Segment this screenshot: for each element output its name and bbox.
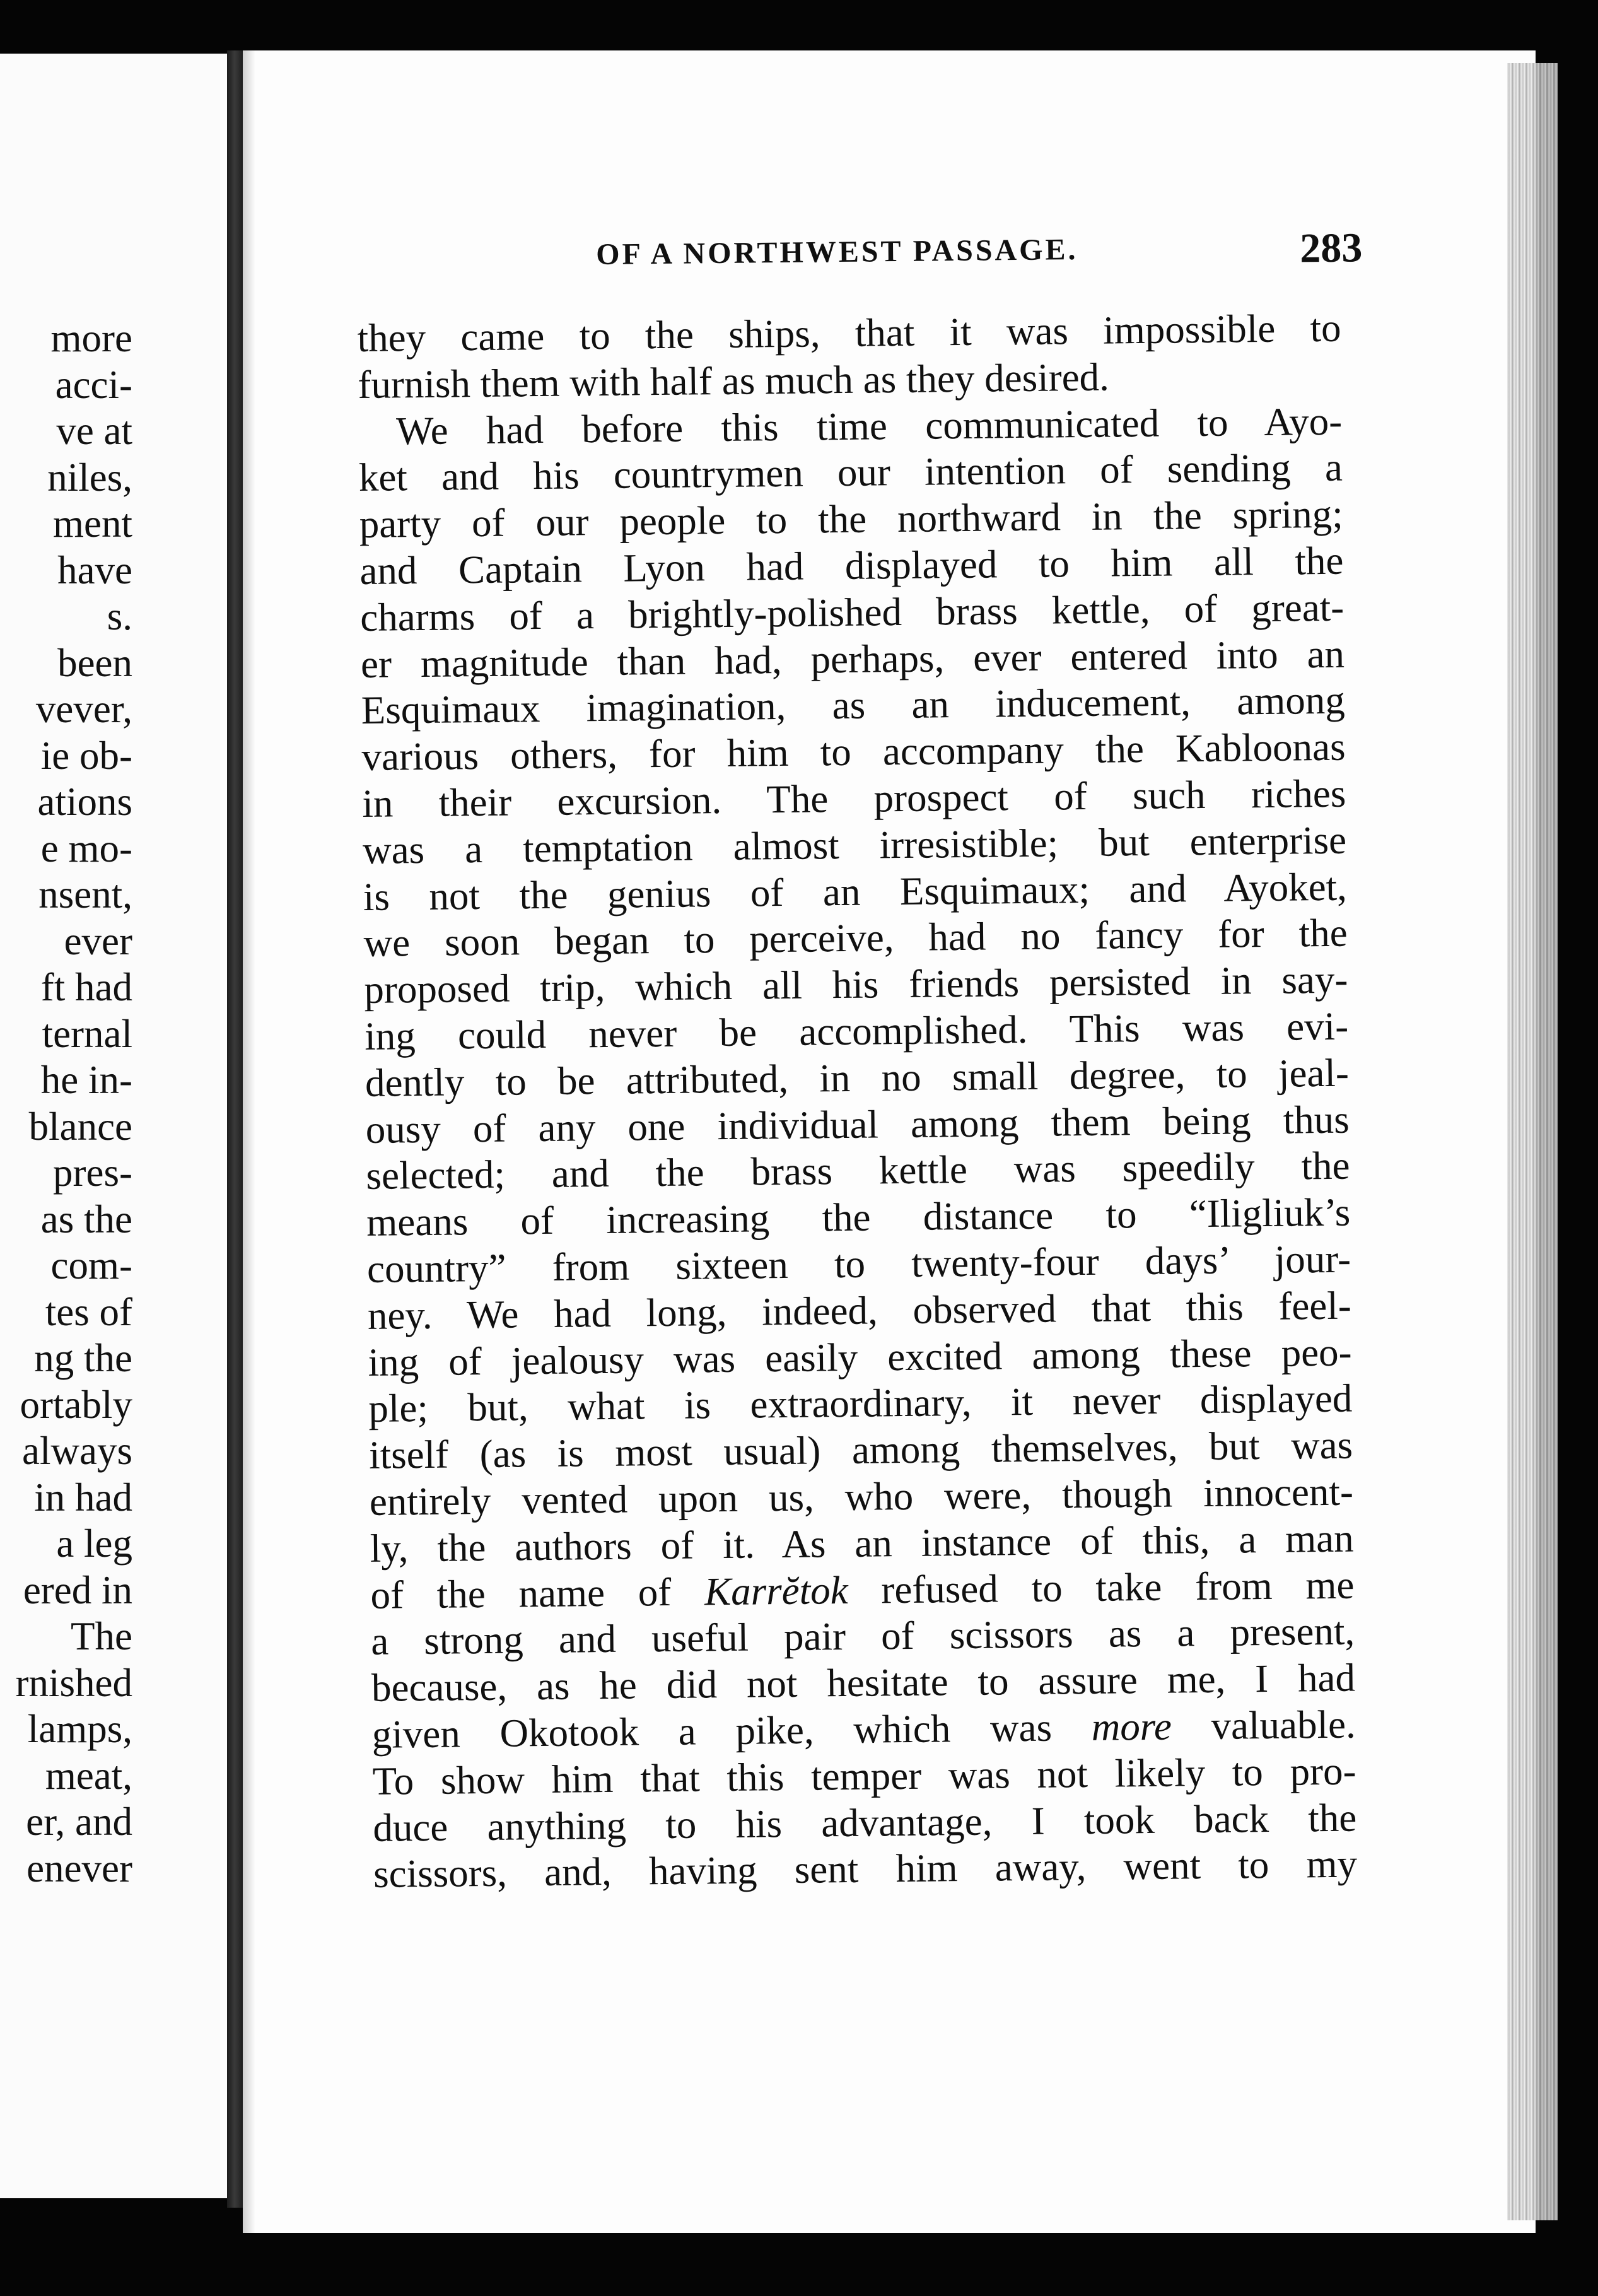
- text-line-segment: ple; but, what is extraordinary, it never displayed: [368, 1376, 1353, 1431]
- italic-word: Karrĕtok: [704, 1567, 848, 1614]
- facing-page-line: s.: [107, 594, 132, 638]
- text-line-segment: itself (as is most usual) among themselves, but was: [368, 1422, 1353, 1478]
- text-line-segment: Esquimaux imagination, as an inducement, among: [361, 678, 1346, 733]
- text-line-segment: we soon began to perceive, had no fancy for the: [363, 910, 1348, 966]
- facing-page-line: er, and: [26, 1800, 132, 1844]
- text-line-segment: To show him that this temper was not likely to pro-: [372, 1748, 1356, 1803]
- book-page: [243, 50, 1536, 2233]
- text-line-segment: ing could never be accomplished. This was evi-: [364, 1004, 1349, 1058]
- italic-word: more: [1091, 1704, 1172, 1749]
- facing-page-line: ortably: [20, 1382, 132, 1427]
- facing-page-line: ered in: [23, 1567, 132, 1612]
- text-line-segment: country” from sixteen to twenty-four days’ jour-: [366, 1236, 1351, 1291]
- facing-page-line: ations: [37, 780, 132, 824]
- facing-page-line: com-: [50, 1243, 132, 1287]
- facing-page-line: ment: [53, 501, 132, 546]
- facing-page-line: more: [50, 316, 132, 360]
- facing-page-line: e mo-: [40, 826, 132, 870]
- text-line-segment: ly, the authors of it. As an instance of this, a man: [370, 1516, 1355, 1571]
- facing-page-line: a leg: [56, 1521, 132, 1566]
- text-line-segment: and Captain Lyon had displayed to him all the: [359, 538, 1344, 593]
- page-binding-shadow: [243, 50, 255, 2233]
- text-line: [373, 1841, 1358, 1898]
- text-line-segment: valuable.: [1171, 1702, 1356, 1748]
- text-line-segment: refused to take from me: [848, 1562, 1355, 1612]
- text-line-segment: We had before this time communicated to Ayo-: [395, 399, 1343, 453]
- text-line-segment: entirely vented upon us, who were, though innocent-: [369, 1469, 1354, 1524]
- text-line-segment: ket and his countrymen our intention of sending a: [358, 445, 1343, 500]
- text-line-segment: means of increasing the distance to “Iligliuk’s: [366, 1190, 1351, 1245]
- text-line-segment: party of our people to the northward in the spring;: [359, 491, 1344, 547]
- facing-page-line: have: [57, 548, 132, 592]
- text-line-segment: is not the genius of an Esquimaux; and Ayoket,: [363, 864, 1348, 919]
- facing-page-line: in had: [34, 1475, 132, 1520]
- facing-page-line: lamps,: [27, 1707, 132, 1751]
- facing-page-line: always: [22, 1429, 132, 1473]
- running-title: OF A NORTHWEST PASSAGE.: [595, 233, 1078, 272]
- text-line-segment: was a temptation almost irresistible; but enterprise: [362, 817, 1347, 872]
- text-line-segment: proposed trip, which all his friends persisted in say-: [364, 957, 1348, 1012]
- text-line-segment: duce anything to his advantage, I took back the: [372, 1795, 1357, 1850]
- facing-page-line: blance: [28, 1104, 132, 1149]
- facing-page-line: as the: [40, 1197, 132, 1241]
- text-line-segment: er magnitude than had, perhaps, ever entered into an: [360, 631, 1345, 686]
- text-line-segment: ing of jealousy was easily excited among these peo-: [368, 1330, 1352, 1385]
- page-number: 283: [1299, 225, 1363, 272]
- text-line-segment: scissors, and, having sent him away, went to my: [373, 1841, 1358, 1897]
- facing-page-line: been: [57, 640, 132, 685]
- text-line-segment: charms of a brightly-polished brass kettle, of great-: [359, 585, 1344, 640]
- facing-page-line: nsent,: [38, 872, 132, 917]
- facing-page-left: [0, 54, 227, 2198]
- facing-page-text-fragments: [16, 315, 132, 1892]
- facing-page-line: niles,: [47, 455, 132, 500]
- facing-page-line: vever,: [35, 687, 132, 731]
- body-text: [357, 305, 1357, 1898]
- facing-page-line: acci-: [55, 362, 132, 407]
- text-line-segment: given Okotook a pike, which was: [371, 1704, 1092, 1757]
- facing-page-line: The: [71, 1614, 132, 1658]
- facing-page-line: ternal: [42, 1011, 132, 1056]
- page-text-block: [356, 225, 1363, 1898]
- text-line-segment: furnish them with half as much as they desired.: [358, 354, 1110, 407]
- facing-page-line: tes of: [45, 1289, 132, 1334]
- facing-page-line: meat,: [45, 1753, 132, 1798]
- text-line-segment: dently to be attributed, in no small degree, to jeal-: [365, 1050, 1350, 1105]
- text-line-segment: of the name of: [370, 1569, 705, 1617]
- facing-page-line: rnished: [15, 1660, 132, 1705]
- facing-page-line: ie ob-: [40, 733, 132, 778]
- facing-page-line: enever: [26, 1846, 132, 1890]
- text-line-segment: ney. We had long, indeed, observed that this feel-: [367, 1283, 1352, 1338]
- text-line-segment: because, as he did not hesitate to assure me, I had: [371, 1655, 1356, 1710]
- facing-page-line: pres-: [53, 1151, 132, 1195]
- text-line-segment: various others, for him to accompany the Kabloonas: [361, 724, 1346, 780]
- page-edges: [1507, 63, 1558, 2220]
- text-line-segment: they came to the ships, that it was impossible to: [357, 305, 1341, 360]
- facing-page-line: ve at: [56, 409, 132, 453]
- page-header: [356, 225, 1363, 315]
- text-line-segment: selected; and the brass kettle was speedily the: [366, 1143, 1350, 1198]
- text-line-segment: a strong and useful pair of scissors as a present,: [370, 1608, 1355, 1664]
- text-line-segment: ousy of any one individual among them being thus: [365, 1097, 1350, 1152]
- text-line-segment: in their excursion. The prospect of such riches: [361, 771, 1346, 826]
- facing-page-line: ft had: [40, 965, 132, 1009]
- facing-page-line: he in-: [40, 1058, 132, 1102]
- facing-page-line: ever: [64, 918, 132, 963]
- facing-page-line: ng the: [34, 1336, 132, 1380]
